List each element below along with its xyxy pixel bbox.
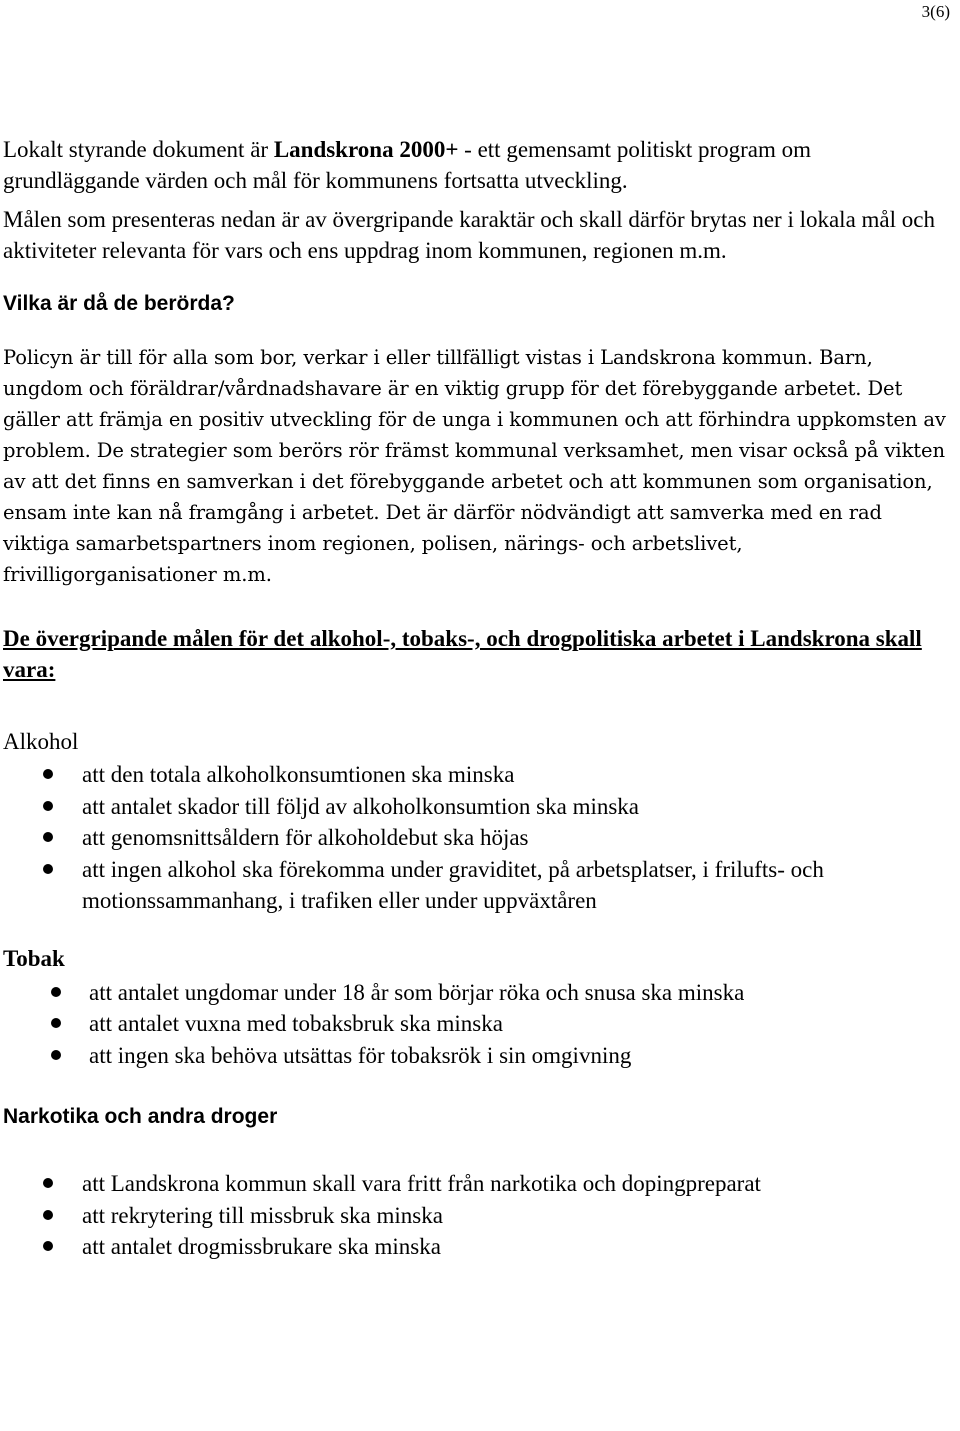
narkotika-goal-list [3,1168,953,1263]
list-item [3,822,953,854]
list-item-text: att rekrytering till missbruk ska minska [82,1202,443,1228]
list-item-text: att antalet skador till följd av alkoholkonsumtion ska minska [82,793,640,819]
section-heading-alkohol: Alkohol [3,729,79,754]
list-item-text: att genomsnittsåldern för alkoholdebut ska höjas [82,825,529,850]
list-item-text: att antalet ungdomar under 18 år som börjar röka och snusa ska minska [89,979,745,1005]
tobak-goal-list [3,977,953,1072]
list-item [3,1008,953,1040]
bullet-icon [43,1178,53,1188]
alkohol-goal-list [3,759,953,917]
bullet-icon [43,1210,53,1220]
list-item [3,854,953,917]
bullet-icon [51,1050,61,1060]
list-item [3,977,953,1009]
intro-paragraph [3,134,953,196]
bullet-icon [43,1241,53,1251]
list-item-text: att ingen alkohol ska förekomma under graviditet, på arbetsplatser, i frilufts- och motionssammanhang, i trafiken eller under uppväxtåren [82,856,824,913]
bullet-icon [43,769,53,779]
bullet-icon [51,1018,61,1028]
goals-heading: De övergripande målen för det alkohol-, tobaks-, och drogpolitiska arbetet i Landskrona skall vara: [3,626,922,682]
list-item [3,791,953,823]
section-heading-tobak: Tobak [3,945,65,971]
list-item [3,1168,953,1200]
list-item-text: att Landskrona kommun skall vara fritt från narkotika och dopingpreparat [82,1171,761,1196]
list-item [3,759,953,791]
bullet-icon [51,987,61,997]
question-heading: Vilka är då de berörda? [3,292,235,315]
goals-paragraph: Målen som presenteras nedan är av övergripande karaktär och skall därför brytas ner i lokala mål och aktiviteter relevanta för vars och ens uppdrag inom kommunen, regionen m.m. [3,207,935,263]
list-item [3,1231,953,1263]
page-number: 3(6) [921,2,950,21]
list-item [3,1200,953,1232]
intro-text-before: Lokalt styrande dokument är [3,137,274,162]
document-body [3,134,953,1263]
intro-text-after: - ett gemensamt politiskt program om grundläggande värden och mål för kommunens fortsatta utveckling. [3,137,812,193]
list-item-text: att ingen ska behöva utsättas för tobaksrök i sin omgivning [89,1042,632,1068]
list-item-text: att antalet drogmissbrukare ska minska [82,1234,441,1259]
bullet-icon [43,864,53,874]
list-item-text: att antalet vuxna med tobaksbruk ska minska [89,1011,503,1036]
section-heading-narkotika: Narkotika och andra droger [3,1105,278,1128]
intro-program-name: Landskrona 2000+ [273,137,459,162]
bullet-icon [43,832,53,842]
bullet-icon [43,801,53,811]
list-item-text: att den totala alkoholkonsumtionen ska minska [82,762,515,787]
policy-paragraph: Policyn är till för alla som bor, verkar i eller tillfälligt vistas i Landskrona kommun. Barn, ungdom och föräldrar/vårdnadshavare är en viktig grupp för det förebyggande arbetet. Det gäller att främja en positiv utveckling för de unga i kommunen och att förhindra uppkomsten av problem. De strategier som berörs rör främst kommunal verksamhet, men visar också på vikten av att det finns en samverkan i det förebyggande arbetet och att kommunen som organisation, ensam inte kan nå framgång i arbetet. Det är därför nödvändigt att samverka med en rad viktiga samarbetspartners inom regionen, polisen, närings- och arbetslivet, frivilligorganisationer m.m. [3,346,946,586]
list-item [3,1040,953,1072]
